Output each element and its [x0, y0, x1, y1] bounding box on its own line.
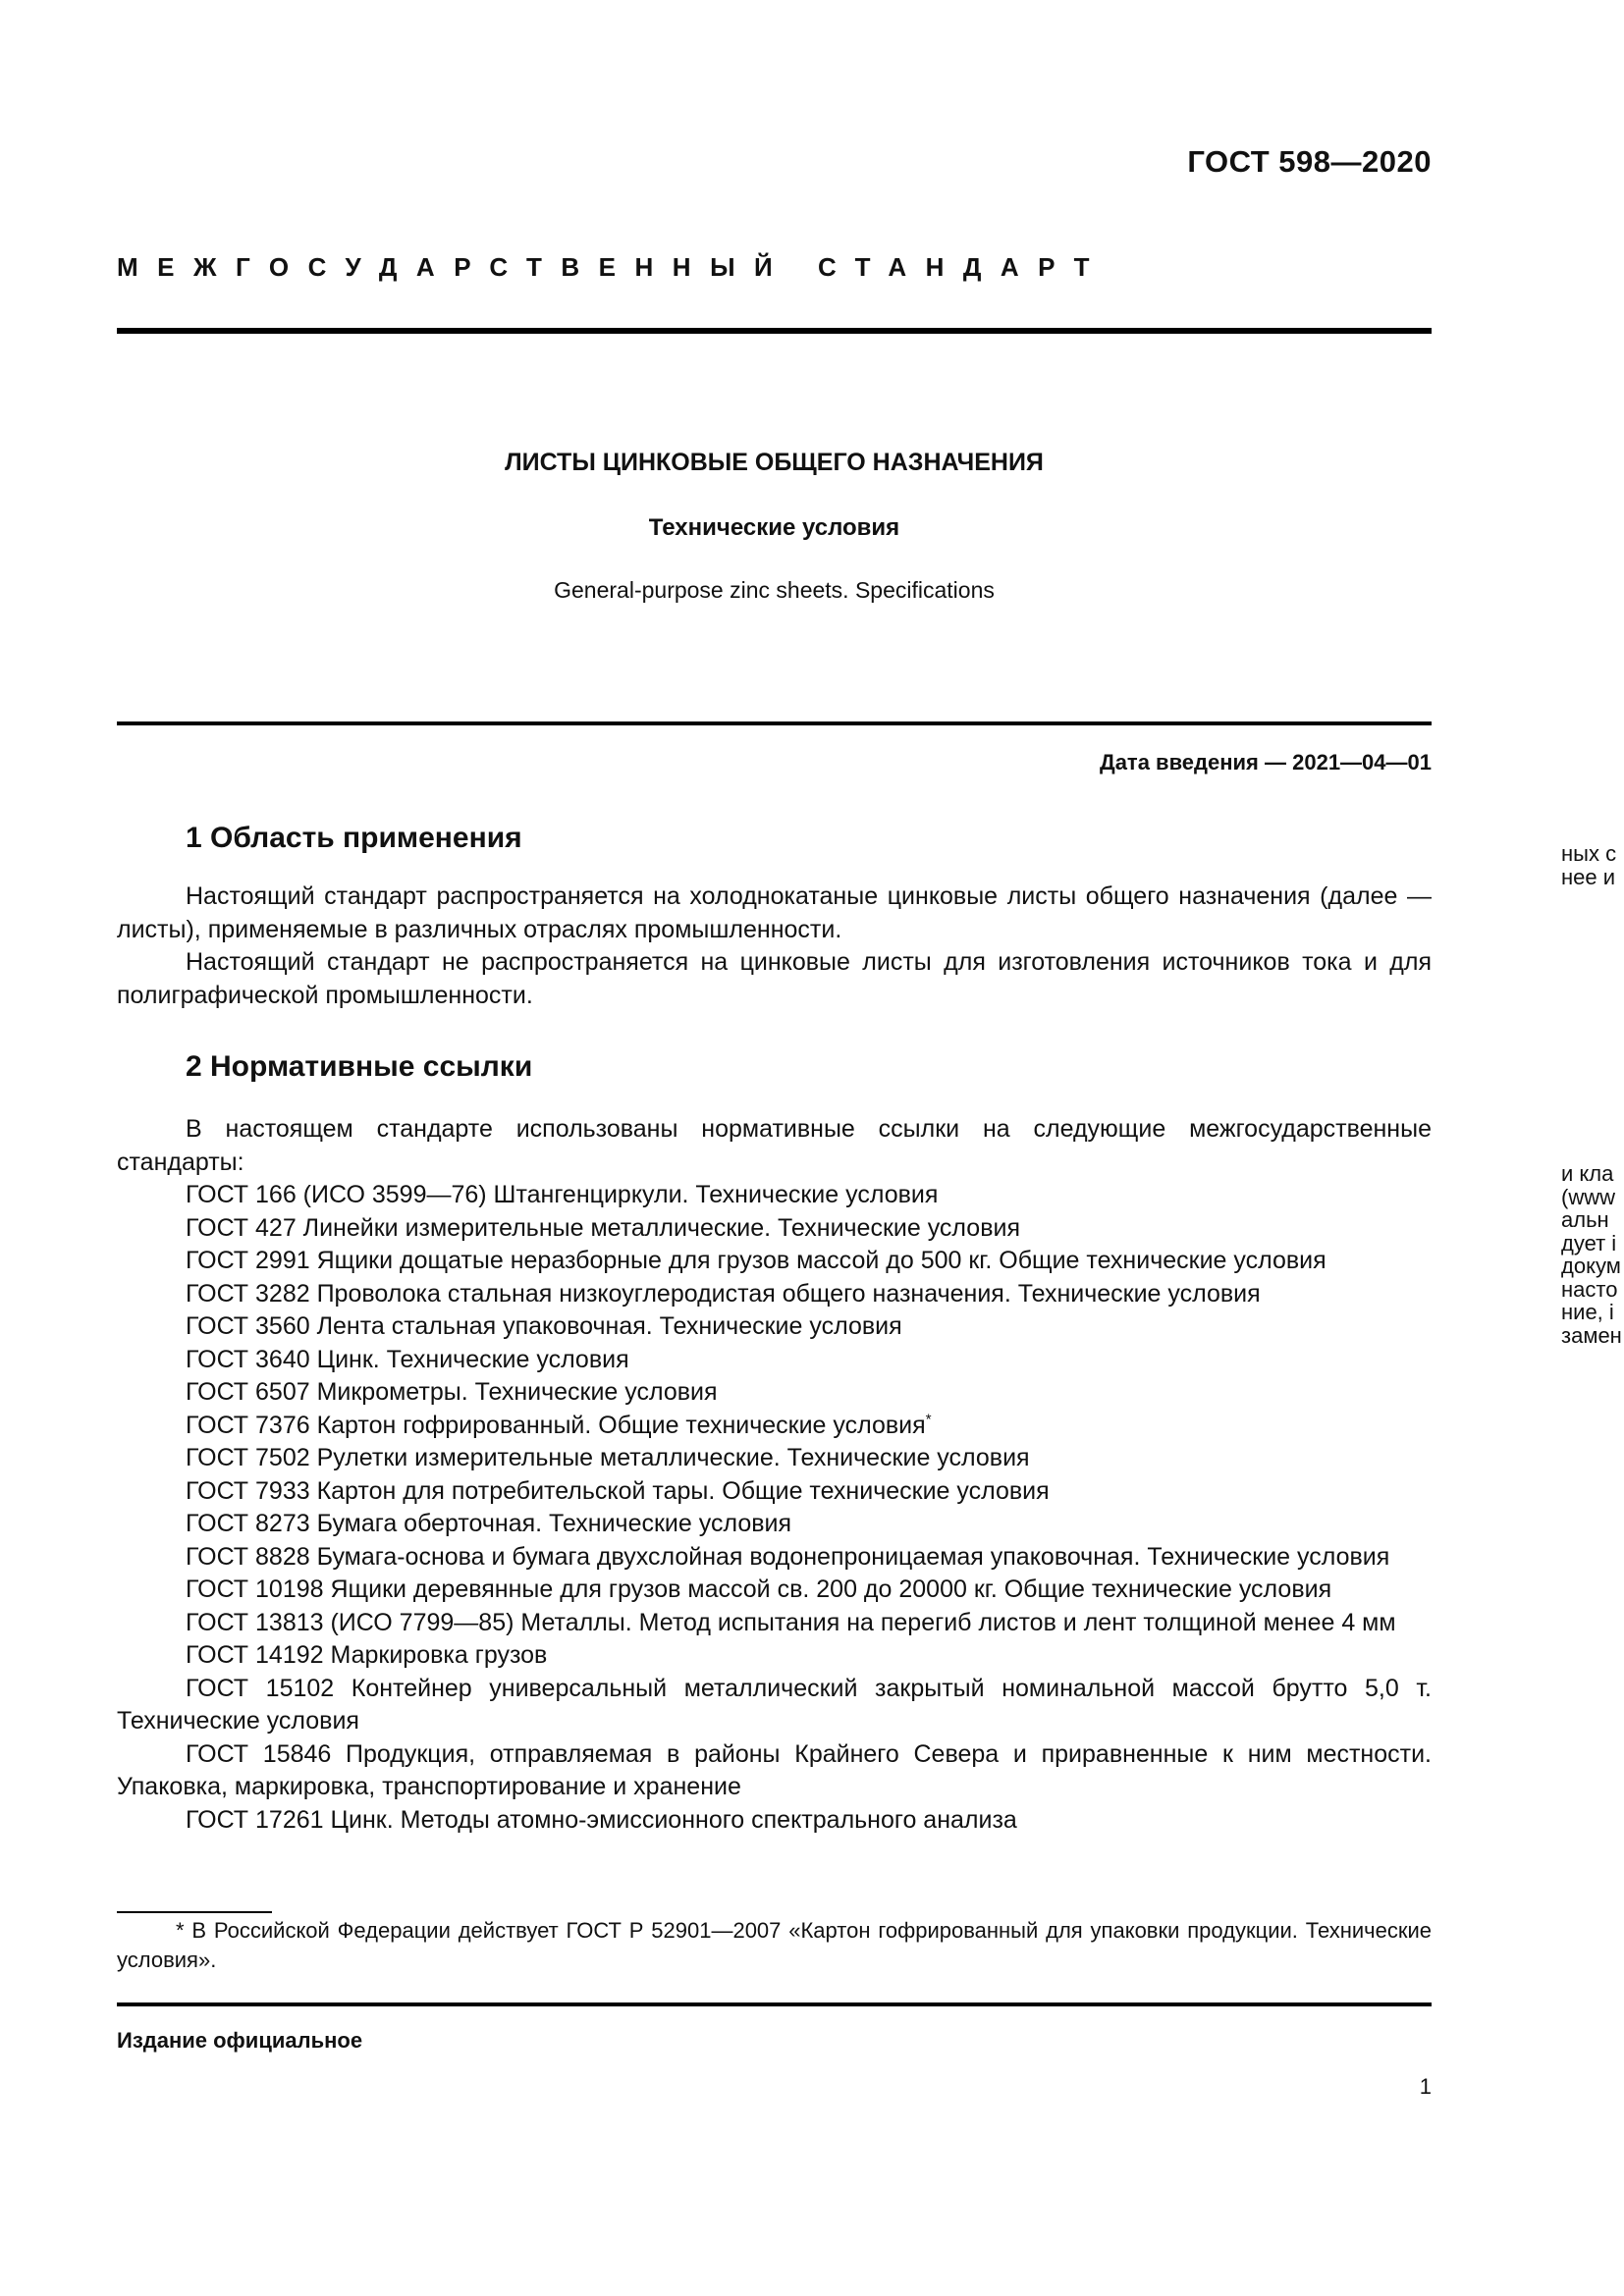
- footnote-divider: [117, 1911, 272, 1913]
- margin-fragment: нее и: [1561, 864, 1616, 889]
- title-divider: [117, 721, 1432, 725]
- document-title: ЛИСТЫ ЦИНКОВЫЕ ОБЩЕГО НАЗНАЧЕНИЯ: [505, 449, 1044, 476]
- interstate-standard-label: МЕЖГОСУДАРСТВЕННЫЙ СТАНДАРТ: [117, 252, 1110, 282]
- section-heading-scope: 1 Область применения: [186, 822, 522, 854]
- footer-divider: [117, 2002, 1432, 2006]
- margin-fragment: замен: [1561, 1322, 1622, 1348]
- edition-label: Издание официальное: [117, 2028, 363, 2053]
- reference-item: ГОСТ 3560 Лента стальная упаковочная. Технические условия: [186, 1312, 902, 1340]
- english-title: General-purpose zinc sheets. Specifications: [554, 577, 995, 603]
- reference-item: ГОСТ 3640 Цинк. Технические условия: [186, 1345, 629, 1373]
- margin-fragment: насто: [1561, 1276, 1618, 1302]
- introduction-date: Дата введения — 2021—04—01: [1100, 750, 1432, 774]
- reference-item: ГОСТ 166 (ИСО 3599—76) Штангенциркули. Технические условия: [186, 1181, 939, 1208]
- margin-fragment: альн: [1561, 1207, 1609, 1232]
- reference-item: ГОСТ 7502 Рулетки измерительные металлические. Технические условия: [186, 1444, 1030, 1471]
- footnote-marker: *: [925, 1411, 932, 1428]
- section-heading-normative-references: 2 Нормативные ссылки: [186, 1050, 533, 1083]
- reference-item: ГОСТ 8828 Бумага-основа и бумага двухслойная водонепроницаемая упаковочная. Технические условия: [186, 1542, 1390, 1571]
- reference-item: ГОСТ 15846 Продукция, отправляемая в районы Крайнего Севера и приравненные к ним местности. Упаковка, маркировка, транспортирование и хранение: [117, 1739, 1432, 1800]
- reference-item: ГОСТ 8273 Бумага оберточная. Технические условия: [186, 1510, 792, 1537]
- reference-item: ГОСТ 6507 Микрометры. Технические условия: [186, 1378, 718, 1406]
- page-number: 1: [1419, 2074, 1432, 2099]
- margin-fragment-block: [1561, 1162, 1622, 1347]
- header-divider: [117, 328, 1432, 334]
- margin-fragment: дует і: [1561, 1230, 1617, 1255]
- margin-fragment: (www: [1561, 1184, 1615, 1209]
- reference-item: ГОСТ 13813 (ИСО 7799—85) Металлы. Метод испытания на перегиб листов и лент толщиной менее 4 мм: [186, 1608, 1396, 1636]
- reference-item: ГОСТ 17261 Цинк. Методы атомно-эмиссионного спектрального анализа: [186, 1805, 1017, 1834]
- reference-item: ГОСТ 427 Линейки измерительные металлические. Технические условия: [186, 1213, 1020, 1242]
- document-subtitle: Технические условия: [648, 514, 900, 541]
- scope-paragraph: Настоящий стандарт не распространяется на цинковые листы для изготовления источников тока и для полиграфической промышленности.: [117, 948, 1432, 1009]
- reference-text: ГОСТ 7376 Картон гофрированный. Общие технические условия: [186, 1411, 926, 1439]
- reference-item: ГОСТ 7933 Картон для потребительской тары. Общие технические условия: [186, 1476, 1050, 1505]
- reference-item: ГОСТ 10198 Ящики деревянные для грузов массой св. 200 до 20000 кг. Общие технические условия: [186, 1575, 1332, 1603]
- reference-item: [117, 1410, 1432, 1443]
- reference-item: ГОСТ 2991 Ящики дощатые неразборные для грузов массой до 500 кг. Общие технические условия: [186, 1247, 1326, 1274]
- scope-paragraph: Настоящий стандарт распространяется на холоднокатаные цинковые листы общего назначения (далее — листы), применяемые в различных отраслях промышленности.: [117, 882, 1432, 943]
- normative-references-list: [117, 1179, 1432, 1837]
- reference-item: ГОСТ 14192 Маркировка грузов: [186, 1641, 548, 1669]
- margin-fragment: и кла: [1561, 1161, 1614, 1186]
- footnote: * В Российской Федерации действует ГОСТ Р 52901—2007 «Картон гофрированный для упаковки продукции. Технические условия».: [117, 1918, 1432, 1972]
- references-intro-paragraph: В настоящем стандарте использованы нормативные ссылки на следующие межгосударственные стандарты:: [117, 1115, 1432, 1176]
- margin-fragment: докум: [1561, 1254, 1621, 1278]
- reference-item: ГОСТ 15102 Контейнер универсальный металлический закрытый номинальной массой брутто 5,0 т. Технические условия: [117, 1674, 1432, 1735]
- reference-item: ГОСТ 3282 Проволока стальная низкоуглеродистая общего назначения. Технические условия: [186, 1279, 1261, 1308]
- document-code: ГОСТ 598—2020: [1187, 144, 1432, 179]
- margin-fragment: ных с: [1561, 841, 1617, 866]
- margin-fragment: ние, і: [1561, 1300, 1614, 1324]
- margin-fragment-block: [1561, 842, 1616, 888]
